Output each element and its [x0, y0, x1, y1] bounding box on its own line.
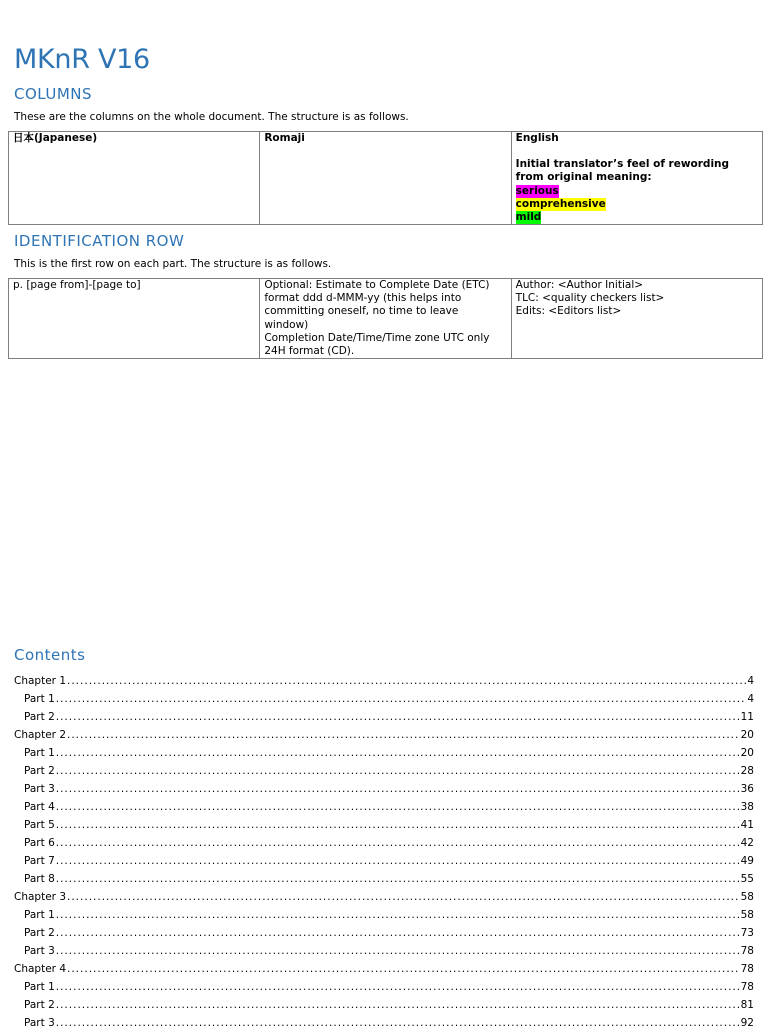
toc-part-entry[interactable]	[14, 690, 754, 708]
toc-entry-label: Chapter 4	[14, 963, 66, 975]
dates-line: 24H format (CD).	[264, 345, 355, 358]
toc-entry-page: 42	[740, 837, 754, 849]
toc-entry-label: Part 2	[24, 927, 55, 939]
toc-part-entry[interactable]	[14, 816, 754, 834]
toc-dot-leader	[56, 996, 740, 1014]
toc-part-entry[interactable]	[14, 906, 754, 924]
identification-table	[8, 278, 763, 359]
toc-entry-page: 78	[740, 945, 754, 957]
toc-chapter-entry[interactable]	[14, 888, 754, 906]
toc-part-entry[interactable]	[14, 744, 754, 762]
toc-entry-page: 78	[740, 963, 754, 975]
identification-cell-dates	[260, 279, 511, 359]
toc-entry-label: Part 1	[24, 693, 55, 705]
author-line: Author: <Author Initial>	[515, 279, 644, 291]
toc-dot-leader	[56, 816, 740, 834]
column-japanese-label: 日本(Japanese)	[13, 132, 98, 144]
identification-heading: IDENTIFICATION ROW	[14, 232, 185, 250]
toc-dot-leader	[56, 834, 740, 852]
tlc-line: TLC: <quality checkers list>	[515, 292, 665, 305]
toc-dot-leader	[56, 978, 740, 996]
toc-entry-page: 11	[740, 711, 754, 723]
toc-part-entry[interactable]	[14, 1014, 754, 1032]
toc-dot-leader	[56, 852, 740, 870]
toc-chapter-entry[interactable]	[14, 726, 754, 744]
columns-cell-japanese	[9, 132, 260, 225]
toc-entry-page: 38	[740, 801, 754, 813]
toc-part-entry[interactable]	[14, 996, 754, 1014]
dates-line: window)	[264, 318, 309, 331]
toc-entry-page: 58	[740, 891, 754, 903]
toc-dot-leader	[56, 924, 740, 942]
toc-entry-page: 81	[740, 999, 754, 1011]
document-title: MKnR V16	[14, 44, 150, 75]
toc-entry-page: 92	[740, 1017, 754, 1029]
level-comprehensive: comprehensive	[515, 197, 606, 210]
columns-table	[8, 131, 763, 225]
toc-dot-leader	[67, 888, 740, 906]
toc-entry-page: 20	[740, 729, 754, 741]
toc-entry-page: 49	[740, 855, 754, 867]
toc-entry-label: Part 4	[24, 801, 55, 813]
toc-part-entry[interactable]	[14, 870, 754, 888]
toc-entry-label: Chapter 1	[14, 675, 66, 687]
toc-entry-label: Part 3	[24, 945, 55, 957]
dates-line: Completion Date/Time/Time zone UTC only	[264, 331, 490, 344]
identification-cell-pages	[9, 279, 260, 359]
toc-entry-label: Part 1	[24, 981, 55, 993]
rewording-note-line1: Initial translator’s feel of rewording	[515, 158, 730, 171]
columns-table-row	[9, 132, 763, 225]
toc-dot-leader	[56, 708, 740, 726]
toc-entry-page: 4	[747, 693, 754, 705]
toc-dot-leader	[56, 690, 747, 708]
toc-entry-label: Part 2	[24, 999, 55, 1011]
toc-dot-leader	[56, 870, 740, 888]
toc-part-entry[interactable]	[14, 978, 754, 996]
toc-entry-label: Part 3	[24, 783, 55, 795]
dates-line: Optional: Estimate to Complete Date (ETC)	[264, 279, 490, 291]
toc-dot-leader	[56, 1014, 740, 1032]
toc-dot-leader	[56, 744, 740, 762]
column-romaji-label: Romaji	[264, 132, 305, 144]
toc-entry-label: Chapter 2	[14, 729, 66, 741]
toc-dot-leader	[56, 798, 740, 816]
toc-entry-label: Part 8	[24, 873, 55, 885]
toc-entry-label: Part 1	[24, 747, 55, 759]
toc-part-entry[interactable]	[14, 708, 754, 726]
toc-entry-label: Chapter 3	[14, 891, 66, 903]
toc-entry-label: Part 2	[24, 765, 55, 777]
toc-entry-page: 55	[740, 873, 754, 885]
toc-entry-page: 58	[740, 909, 754, 921]
toc-part-entry[interactable]	[14, 780, 754, 798]
identification-table-row	[9, 279, 763, 359]
contents-heading: Contents	[14, 646, 86, 664]
toc-entry-page: 73	[740, 927, 754, 939]
columns-cell-english	[511, 132, 762, 225]
page-range-label: p. [page from]-[page to]	[13, 279, 141, 291]
toc-part-entry[interactable]	[14, 852, 754, 870]
toc-chapter-entry[interactable]	[14, 960, 754, 978]
dates-line: committing oneself, no time to leave	[264, 305, 459, 318]
toc-entry-page: 78	[740, 981, 754, 993]
rewording-note-line2: from original meaning:	[515, 171, 652, 184]
level-serious: serious	[515, 184, 559, 197]
edits-line: Edits: <Editors list>	[515, 305, 622, 318]
toc-entry-page: 41	[740, 819, 754, 831]
identification-description: This is the first row on each part. The structure is as follows.	[14, 258, 332, 270]
columns-heading: COLUMNS	[14, 85, 93, 103]
toc-entry-label: Part 7	[24, 855, 55, 867]
toc-dot-leader	[56, 762, 740, 780]
level-mild: mild	[515, 211, 542, 224]
toc-dot-leader	[67, 960, 740, 978]
toc-entry-page: 36	[740, 783, 754, 795]
toc-entry-page: 20	[740, 747, 754, 759]
toc-entry-label: Part 2	[24, 711, 55, 723]
columns-cell-romaji	[260, 132, 511, 225]
toc-dot-leader	[56, 906, 740, 924]
toc-entry-label: Part 1	[24, 909, 55, 921]
toc-dot-leader	[56, 780, 740, 798]
toc-part-entry[interactable]	[14, 924, 754, 942]
column-english-label: English	[515, 132, 559, 144]
columns-description: These are the columns on the whole document. The structure is as follows.	[14, 111, 409, 123]
toc-dot-leader	[56, 942, 740, 960]
toc-entry-page: 28	[740, 765, 754, 777]
toc-part-entry[interactable]	[14, 834, 754, 852]
identification-cell-people	[511, 279, 762, 359]
dates-line: format ddd d-MMM-yy (this helps into	[264, 292, 462, 305]
toc-part-entry[interactable]	[14, 798, 754, 816]
toc-dot-leader	[67, 726, 740, 744]
toc-dot-leader	[67, 672, 746, 690]
toc-part-entry[interactable]	[14, 942, 754, 960]
toc-entry-page: 4	[747, 675, 754, 687]
toc-entry-label: Part 6	[24, 837, 55, 849]
toc-entry-label: Part 3	[24, 1017, 55, 1029]
table-of-contents	[14, 672, 754, 1032]
toc-chapter-entry[interactable]	[14, 672, 754, 690]
toc-part-entry[interactable]	[14, 762, 754, 780]
toc-entry-label: Part 5	[24, 819, 55, 831]
